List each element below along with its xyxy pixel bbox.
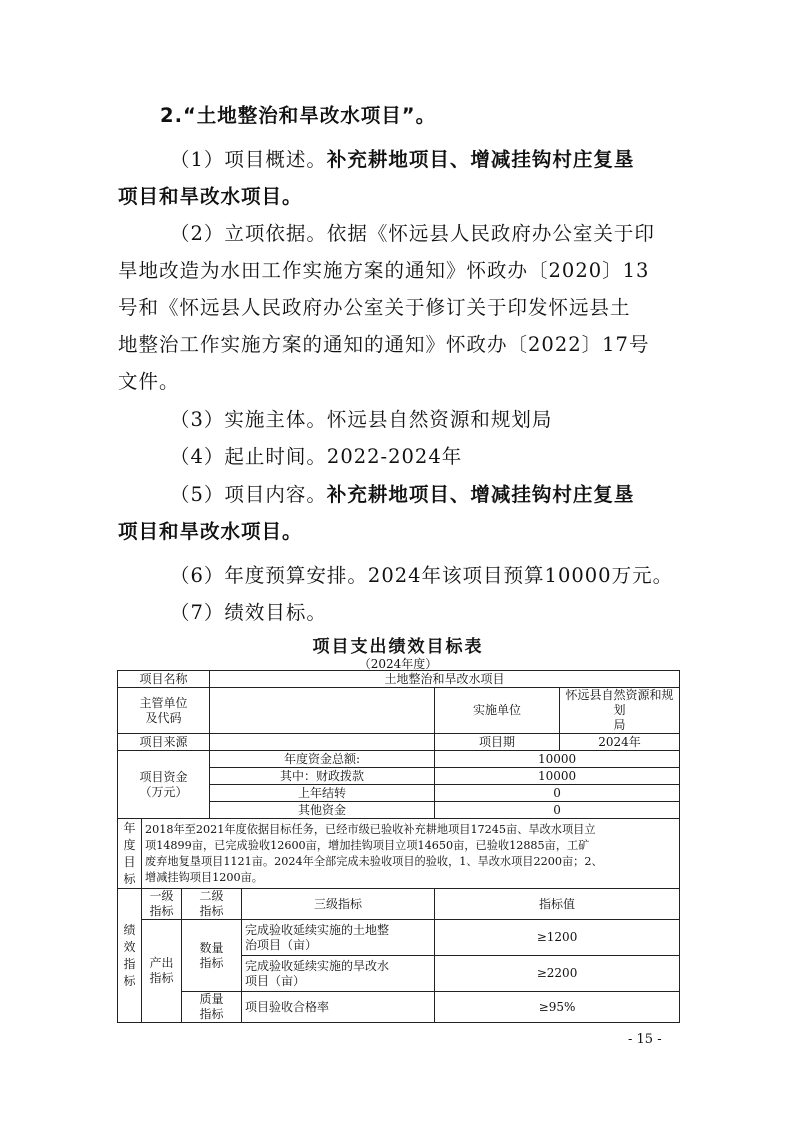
- level2-header-line-2: 指标: [199, 904, 224, 918]
- quality-label: [182, 992, 242, 1023]
- perf-char: 指: [123, 956, 136, 971]
- table-subtitle: （2024年度）: [358, 657, 438, 671]
- dept-value: [210, 688, 435, 734]
- basis-line-3: 号和《怀远县人民政府办公室关于修订关于印发怀远县土: [118, 296, 631, 319]
- basis-line-5: 文件。: [118, 370, 180, 393]
- perf-char: 绩: [123, 922, 136, 937]
- funds-label-line-1: 项目资金: [139, 769, 188, 784]
- period-label: 项目期: [435, 734, 560, 751]
- section-heading: 2.“土地整治和旱改水项目”。: [160, 104, 437, 127]
- basis-line-4: 地整治工作实施方案的通知的通知》怀政办〔2022〕17号: [118, 333, 650, 356]
- impl-value-line-1: 怀远县自然资源和规划: [565, 688, 674, 717]
- table-row: [118, 992, 680, 1023]
- overview-content-a: 补充耕地项目、增减挂钩村庄复垦: [326, 148, 635, 171]
- table-row: [118, 688, 680, 734]
- funds-row-label: 上年结转: [210, 785, 435, 802]
- quantity-label-line-2: 指标: [199, 955, 224, 970]
- annual-goal-char: 度: [123, 837, 136, 852]
- paragraph-implementer: （3）实施主体。怀远县自然资源和规划局: [170, 408, 553, 431]
- funds-label-line-2: （万元）: [139, 784, 188, 799]
- indicator-value: ≥2200: [435, 956, 680, 992]
- output-label-line-1: 产出: [149, 956, 174, 970]
- indicator-value: ≥95%: [435, 992, 680, 1023]
- table-row: [118, 671, 680, 688]
- page-number: - 15 -: [628, 1032, 662, 1047]
- content-content-a: 补充耕地项目、增减挂钩村庄复垦: [326, 483, 635, 506]
- output-label: [142, 920, 182, 1023]
- paragraph-goal: （7）绩效目标。: [170, 601, 327, 624]
- perf-label: [118, 889, 142, 1023]
- table-row: [118, 819, 680, 889]
- basis-line-1: （2）立项依据。依据《怀远县人民政府办公室关于印: [170, 222, 655, 245]
- indicator-2-line-2: 项目（亩）: [245, 973, 306, 988]
- level1-header-line-2: 指标: [149, 904, 174, 918]
- level3-header: 三级指标: [242, 889, 435, 920]
- table-title: 项目支出绩效目标表: [312, 637, 484, 657]
- annual-goal-text: [142, 819, 680, 889]
- indicator-2-line-1: 完成验收延续实施的旱改水: [245, 958, 390, 973]
- paragraph-period: （4）起止时间。2022-2024年: [170, 445, 463, 468]
- funds-label: [118, 751, 210, 819]
- quality-label-line-1: 质量: [199, 992, 224, 1006]
- quality-label-line-2: 指标: [199, 1007, 224, 1021]
- quantity-label: [182, 920, 242, 992]
- period-value: 2024年: [560, 734, 680, 751]
- project-name-label: 项目名称: [118, 671, 210, 688]
- dept-label-line-2: 及代码: [145, 710, 182, 725]
- impl-label: 实施单位: [435, 688, 560, 734]
- content-content-b: 项目和旱改水项目。: [118, 520, 303, 543]
- funds-row-value: 0: [435, 785, 680, 802]
- annual-goal-line-2: 项14899亩，已完成验收12600亩，增加挂钩项目立项14650亩，已验收12885亩，工矿: [145, 838, 590, 852]
- annual-goal-label: [118, 819, 142, 889]
- content-label: （5）项目内容。: [170, 483, 327, 506]
- table-row: [118, 751, 680, 768]
- funds-row-label: 其中：财政拨款: [210, 768, 435, 785]
- source-value: [210, 734, 435, 751]
- annual-goal-line-4: 增减挂钩项目1200亩。: [145, 870, 263, 884]
- performance-table: [117, 670, 680, 1023]
- annual-goal-line-1: 2018年至2021年度依据目标任务，已经市级已验收补充耕地项目17245亩、旱改水项目立: [145, 822, 596, 836]
- table-row: [118, 889, 680, 920]
- annual-goal-char: 年: [123, 820, 136, 835]
- source-label: 项目来源: [118, 734, 210, 751]
- funds-row-value: 10000: [435, 751, 680, 768]
- indicator-value: ≥1200: [435, 920, 680, 956]
- paragraph-basis: [118, 215, 678, 400]
- impl-value-line-2: 局: [613, 718, 626, 732]
- annual-goal-char: 标: [123, 871, 136, 886]
- annual-goal-char: 目: [123, 854, 136, 869]
- indicator-name: [242, 956, 435, 992]
- overview-label: （1）项目概述。: [170, 148, 327, 171]
- funds-row-label: 其他资金: [210, 802, 435, 819]
- overview-content-b: 项目和旱改水项目。: [118, 185, 303, 208]
- dept-label-line-1: 主管单位: [139, 695, 188, 710]
- annual-goal-line-3: 废弃地复垦项目1121亩。2024年全部完成未验收项目的验收，1、旱改水项目2200亩；2、: [145, 854, 603, 868]
- table-row: [118, 920, 680, 956]
- perf-char: 效: [123, 939, 136, 954]
- indicator-1-line-2: 治项目（亩）: [245, 937, 318, 952]
- project-name-value: 土地整治和旱改水项目: [210, 671, 680, 688]
- paragraph-overview: [118, 141, 678, 215]
- value-header: 指标值: [435, 889, 680, 920]
- perf-char: 标: [123, 973, 136, 988]
- indicator-1-line-1: 完成验收延续实施的土地整: [245, 922, 390, 937]
- funds-row-value: 10000: [435, 768, 680, 785]
- paragraph-budget: （6）年度预算安排。2024年该项目预算10000万元。: [170, 564, 674, 587]
- output-label-line-2: 指标: [149, 971, 174, 985]
- level2-header-line-1: 二级: [199, 889, 224, 903]
- dept-label: [118, 688, 210, 734]
- funds-row-label: 年度资金总额:: [210, 751, 435, 768]
- impl-value: [560, 688, 680, 734]
- paragraph-content: [118, 476, 678, 550]
- funds-row-value: 0: [435, 802, 680, 819]
- level2-header: [182, 889, 242, 920]
- level1-header: [142, 889, 182, 920]
- indicator-name: 项目验收合格率: [242, 992, 435, 1023]
- table-row: [118, 734, 680, 751]
- indicator-name: [242, 920, 435, 956]
- level1-header-line-1: 一级: [149, 889, 174, 903]
- basis-line-2: 旱地改造为水田工作实施方案的通知》怀政办〔2020〕13: [118, 259, 650, 282]
- quantity-label-line-1: 数量: [199, 940, 224, 955]
